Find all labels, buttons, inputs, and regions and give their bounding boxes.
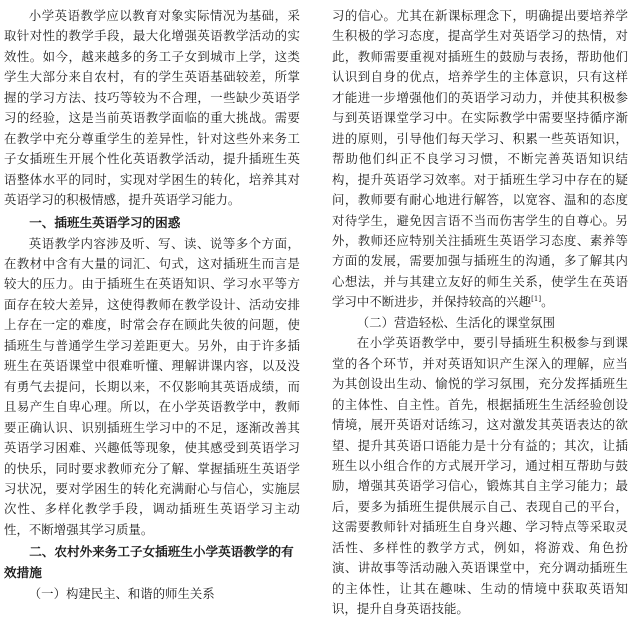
left-column <box>4 6 300 605</box>
section-heading-1: 一、插班生英语学习的困惑 <box>29 214 181 230</box>
subsection-heading-2: （二）营造轻松、生活化的课堂氛围 <box>356 314 556 330</box>
continued-paragraph-text: 习的信心。尤其在新课标理念下，明确提出要培养学生积极的学习态度，提高学生对英语学习的热情，对此，教师需要重视对插班生的鼓励与表扬，帮助他们认识到自身的优点，培养学生的主体意识，只有这样才能进一步增强他们的英语学习动力，并使其积极参与到英语课堂学习中。在实际教学中需要坚持循序渐进的原则，引导他们每天学习、积累一些英语知识，帮助他们纠正不良学习习惯，不断完善英语知识结构，提升英语学习效率。对于插班生学习中存在的疑问，教师要有耐心地进行解答，以宽容、温和的态度对待学生，避免因言语不当而伤害学生的自尊心。另外，教师还应特别关注插班生英语学习态度、素养等方面的发展，需要加强与插班生的沟通，多了解其内心想法，并与其建立友好的师生关系，使学生在英语学习中不断进步，并保持较高的兴趣 <box>332 8 628 310</box>
subsection-heading-1: （一）构建民主、和谐的师生关系 <box>28 586 215 602</box>
continued-paragraph-end: 。 <box>541 294 554 310</box>
section-heading-2: 二、农村外来务工子女插班生小学英语教学的有效措施 <box>4 544 294 581</box>
right-column <box>332 6 628 620</box>
section-1-paragraph: 英语教学内容涉及听、写、读、说等多个方面，在教材中含有大量的词汇、句式，这对插班生而言是较大的压力。由于插班生在英语知识、学习水平等方面存在较大差异，这使得教师在教学设计、活动安排上存在一定的难度，时常会存在顾此失彼的问题，使插班生与普通学生学习差距更大。另外，由于许多插班生在英语课堂中很难听懂、理解讲课内容，以及没有勇气去提问，长期以来，不仅影响其英语成绩，而且易产生自卑心理。所以，在小学英语教学中，教师要正确认识、识别插班生学习中的不足，逐渐改善其英语学习困难、兴趣低等现象，使其感受到英语学习的快乐，同时要求教师充分了解、掌握插班生英语学习状况，要对学困生的转化充满耐心与信心，实施层次性、多样化教学手段，调动插班生英语学习主动性，不断增强其学习质量。 <box>4 235 300 537</box>
reference-marker: [1] <box>531 295 542 304</box>
subsection-2-paragraph: 在小学英语教学中，要引导插班生积极参与到课堂的各个环节，并对英语知识产生深入的理解，应当为其创设出生动、愉悦的学习氛围，充分发挥插班生的主体性、自主性。首先，根据插班生生活经验创设情境，展开英语对话练习，这对激发其英语表达的欲望、提升其英语口语能力是十分有益的；其次，让插班生以小组合作的方式展开学习，通过相互帮助与鼓励，增强其英语学习信心，锻炼其自主学习能力；最后，要多为插班生提供展示自己、表现自己的平台，这需要教师针对插班生自身兴趣、学习特点等采取灵活性、多样性的教学方式，例如，将游戏、角色扮演、讲故事等活动融入英语课堂中，充分调动插班生的主体性，让其在趣味、生动的情境中获取英语知识，提升自身英语技能。 <box>332 335 628 617</box>
continued-paragraph <box>332 6 628 313</box>
intro-paragraph: 小学英语教学应以教育对象实际情况为基础，采取针对性的教学手段，最大化增强英语教学活动的实效性。如今，越来越多的务工子女到城市上学，这类学生大部分来自农村，有的学生英语基础较差，所掌握的学习方法、技巧等较为不合理，一些缺少英语学习的经验，这是当前英语教学面临的重大挑战。需要在教学中充分尊重学生的差异性，针对这些外来务工子女插班生开展个性化英语教学活动，提升插班生英语整体水平的同时，实现对学困生的转化，培养其对英语学习的积极情感，提升英语学习能力。 <box>4 8 300 208</box>
